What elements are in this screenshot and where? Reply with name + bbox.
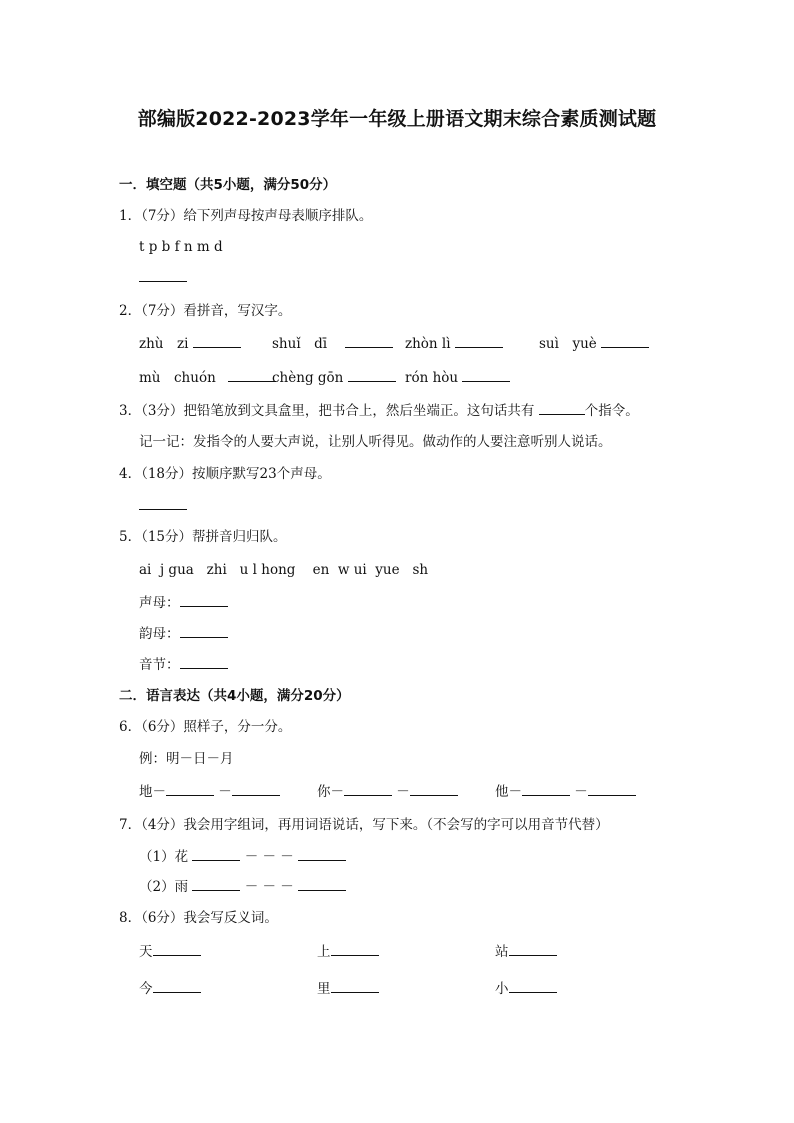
- split-blank[interactable]: [232, 782, 280, 796]
- pinyin-item: [139, 368, 276, 388]
- pinyin-text: shuǐ dī: [272, 336, 328, 352]
- question-2-stem: 2．（7分）看拼音，写汉字。: [119, 303, 292, 319]
- question-3-stem-b: 个指令。: [584, 403, 639, 419]
- antonym-item: [139, 942, 201, 962]
- question-3-stem: [119, 401, 639, 421]
- antonym-blank[interactable]: [331, 942, 379, 956]
- question-5-stem: 5．（15分）帮拼音归归队。: [119, 529, 287, 545]
- question-1-letters: t p b f n m d: [139, 239, 223, 255]
- antonym-char: 天: [139, 944, 153, 960]
- hanzi-blank[interactable]: [462, 368, 510, 382]
- question-6-example: 例：明－日－月: [139, 751, 234, 767]
- question-6-stem: 6．（6分）照样子，分一分。: [119, 719, 292, 735]
- split-char: 他－: [495, 784, 522, 800]
- antonym-char: 站: [495, 944, 509, 960]
- question-5-initials: [139, 593, 228, 613]
- q7-char: （2）雨: [139, 879, 189, 895]
- q7-dashes: － － －: [244, 879, 294, 895]
- pinyin-item: [272, 368, 396, 388]
- question-1-answer-blank[interactable]: [139, 268, 187, 288]
- initials-label: 声母：: [139, 595, 180, 611]
- split-blank[interactable]: [344, 782, 392, 796]
- syllables-blank[interactable]: [180, 655, 228, 669]
- antonym-blank[interactable]: [153, 942, 201, 956]
- split-dash: －: [396, 784, 410, 800]
- antonym-blank[interactable]: [509, 979, 557, 993]
- split-item: [317, 782, 458, 802]
- hanzi-blank[interactable]: [601, 334, 649, 348]
- antonym-item: [495, 979, 557, 999]
- antonym-item: [495, 942, 557, 962]
- antonym-char: 今: [139, 981, 153, 997]
- question-1-stem: 1．（7分）给下列声母按声母表顺序排队。: [119, 208, 373, 224]
- q7-dashes: － － －: [244, 849, 294, 865]
- split-item: [139, 782, 280, 802]
- word-blank[interactable]: [192, 877, 240, 891]
- q7-char: （1）花: [139, 849, 189, 865]
- split-dash: －: [218, 784, 232, 800]
- pinyin-text: mù chuón: [139, 370, 216, 386]
- question-5-syllables: [139, 655, 228, 675]
- antonym-char: 上: [317, 944, 331, 960]
- question-7-item-2: [139, 877, 346, 897]
- split-blank[interactable]: [410, 782, 458, 796]
- word-blank[interactable]: [192, 847, 240, 861]
- question-5-items: ai j gua zhi u l hong en w ui yue sh: [139, 562, 429, 578]
- pinyin-text: zhù zi: [139, 336, 189, 352]
- sentence-blank[interactable]: [298, 847, 346, 861]
- syllables-label: 音节：: [139, 657, 180, 673]
- finals-blank[interactable]: [180, 624, 228, 638]
- split-dash: －: [574, 784, 588, 800]
- question-7-stem: 7．（4分）我会用字组词，再用词语说话，写下来。（不会写的字可以用音节代替）: [119, 817, 609, 833]
- antonym-item: [139, 979, 201, 999]
- hanzi-blank[interactable]: [455, 334, 503, 348]
- question-3-blank[interactable]: [539, 401, 585, 415]
- question-7-item-1: [139, 847, 346, 867]
- pinyin-text: chèng gōn: [272, 370, 344, 386]
- antonym-item: [317, 942, 379, 962]
- antonym-item: [317, 979, 379, 999]
- section-heading-fill-blank: 一．填空题（共5小题，满分50分）: [119, 177, 337, 193]
- antonym-blank[interactable]: [331, 979, 379, 993]
- antonym-char: 小: [495, 981, 509, 997]
- question-4-stem: 4．（18分）按顺序默写23个声母。: [119, 466, 331, 482]
- split-blank[interactable]: [588, 782, 636, 796]
- question-8-stem: 8．（6分）我会写反义词。: [119, 910, 278, 926]
- section-heading-language: 二．语言表达（共4小题，满分20分）: [119, 688, 350, 704]
- split-blank[interactable]: [522, 782, 570, 796]
- pinyin-text: rón hòu: [405, 370, 459, 386]
- sentence-blank[interactable]: [298, 877, 346, 891]
- question-3-note: 记一记：发指令的人要大声说，让别人听得见。做动作的人要注意听别人说话。: [139, 434, 612, 450]
- split-char: 地－: [139, 784, 166, 800]
- initials-blank[interactable]: [180, 593, 228, 607]
- pinyin-item: [405, 334, 503, 354]
- hanzi-blank[interactable]: [193, 334, 241, 348]
- split-blank[interactable]: [166, 782, 214, 796]
- antonym-blank[interactable]: [153, 979, 201, 993]
- finals-label: 韵母：: [139, 626, 180, 642]
- question-5-finals: [139, 624, 228, 644]
- antonym-char: 里: [317, 981, 331, 997]
- antonym-blank[interactable]: [509, 942, 557, 956]
- question-4-answer-blank[interactable]: [139, 496, 187, 516]
- hanzi-blank[interactable]: [348, 368, 396, 382]
- pinyin-item: [139, 334, 241, 354]
- pinyin-text: zhòn lì: [405, 336, 451, 352]
- question-3-stem-a: 3．（3分）把铅笔放到文具盒里，把书合上，然后坐端正。这句话共有: [119, 403, 535, 419]
- split-char: 你－: [317, 784, 344, 800]
- hanzi-blank[interactable]: [345, 334, 393, 348]
- pinyin-item: [539, 334, 649, 354]
- pinyin-item: [272, 334, 393, 354]
- pinyin-item: [405, 368, 510, 388]
- page-title: 部编版2022-2023学年一年级上册语文期末综合素质测试题: [137, 108, 657, 130]
- split-item: [495, 782, 636, 802]
- pinyin-text: suì yuè: [539, 336, 597, 352]
- hanzi-blank[interactable]: [228, 368, 276, 382]
